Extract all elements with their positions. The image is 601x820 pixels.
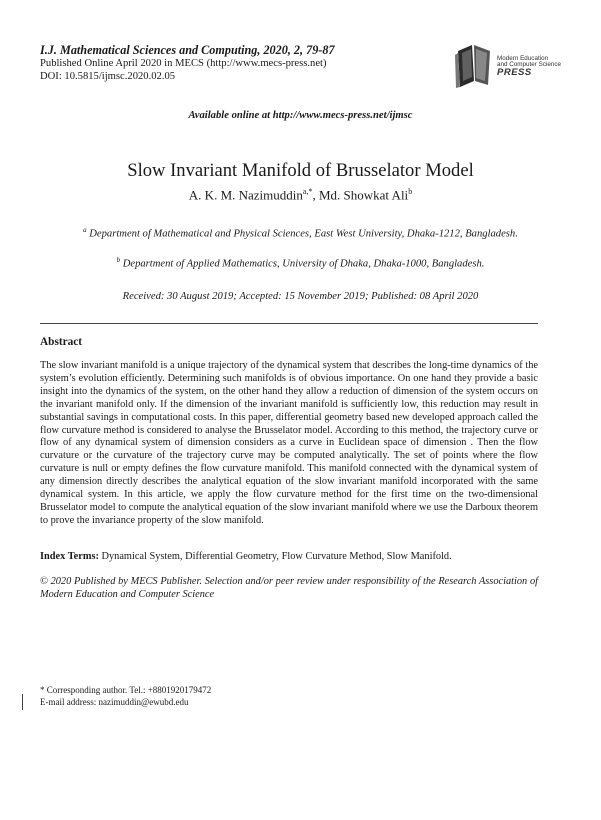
affiliation-b-text: Department of Applied Mathematics, University of Dhaka, Dhaka-1000, Bangladesh. xyxy=(122,258,485,270)
author-separator: , xyxy=(312,187,319,203)
received-dates: Received: 30 August 2019; Accepted: 15 November 2019; Published: 08 April 2020 xyxy=(122,291,479,302)
footnote-corresponding: * Corresponding author. Tel.: +8801920179472 xyxy=(40,685,212,695)
footnote-email: E-mail address: nazimuddin@ewubd.edu xyxy=(40,697,189,707)
affiliation-a-mark: a xyxy=(83,226,87,234)
index-terms-text: Dynamical System, Differential Geometry, Flow Curvature Method, Slow Manifold. xyxy=(98,551,452,562)
index-terms-label: Index Terms: xyxy=(40,551,99,562)
affiliation-b xyxy=(60,253,541,272)
logo-text-line2: and Computer Science xyxy=(497,61,562,68)
affiliation-a-text: Department of Mathematical and Physical Sciences, East West University, Dhaka-1212, Bangladesh. xyxy=(89,228,518,240)
doi-line: DOI: 10.5815/ijmsc.2020.02.05 xyxy=(40,71,176,82)
abstract-heading: Abstract xyxy=(40,336,83,348)
logo-text-press: PRESS xyxy=(497,67,532,78)
abstract-body: The slow invariant manifold is a unique trajectory of the dynamical system that describes the long-time dynamics of the system’s evolution efficiently. Determining such manifolds is of obvious importance. On one hand they provide a basic insight into the dynamics of the system, on the other hand they allow a reduction of dimension of the system occurs on the invariant manifold only. If the dimension of the invariant manifold is sufficiently low, this reduction may result in substantial savings in computational costs. In this paper, differential geometry based new developed approach called the flow curvature method is considered to analyse the Brusselator model. According to this method, the trajectory curve or flow of any dynamical system of dimension considers as a curve in Euclidean space of dimension . Then the flow curvature or the curvature of the trajectory curve may be computed analytically. The set of points where the flow curvature is null or empty defines the flow curvature manifold. This manifold connected with the dynamical system of any dimension directly describes the analytical equation of the slow invariant manifold incorporated with the same dynamical system. In this article, we apply the flow curvature method for the first time on the two-dimensional Brusselator model to compute the analytical equation of the slow invariant manifold where we use the Darboux theorem to prove the invariance property of the slow manifold. xyxy=(40,360,538,526)
logo-text-line1: Modern Education xyxy=(497,55,549,62)
journal-citation: I.J. Mathematical Sciences and Computing, 2020, 2, 79-87 xyxy=(40,43,335,57)
author-2-mark: b xyxy=(408,187,413,196)
section-divider xyxy=(40,323,538,324)
affiliation-a xyxy=(60,223,541,242)
author-1: A. K. M. Nazimuddin xyxy=(188,187,303,203)
authors-line xyxy=(0,187,601,203)
copyright-notice: © 2020 Published by MECS Publisher. Selection and/or peer review under responsibility of the Research Association of Modern Education and Computer Science xyxy=(40,576,538,600)
index-terms xyxy=(40,551,538,562)
author-2: Md. Showkat Ali xyxy=(318,187,409,203)
margin-bar xyxy=(22,694,23,710)
publisher-logo xyxy=(452,41,567,89)
paper-title: Slow Invariant Manifold of Brusselator Model xyxy=(127,160,474,181)
open-book-icon xyxy=(452,41,496,89)
publication-line: Published Online April 2020 in MECS (http://www.mecs-press.net) xyxy=(40,58,327,69)
affiliation-b-mark: b xyxy=(116,256,121,264)
available-online: Available online at http://www.mecs-press.net/ijmsc xyxy=(188,110,413,121)
author-1-mark: a,* xyxy=(302,187,313,196)
